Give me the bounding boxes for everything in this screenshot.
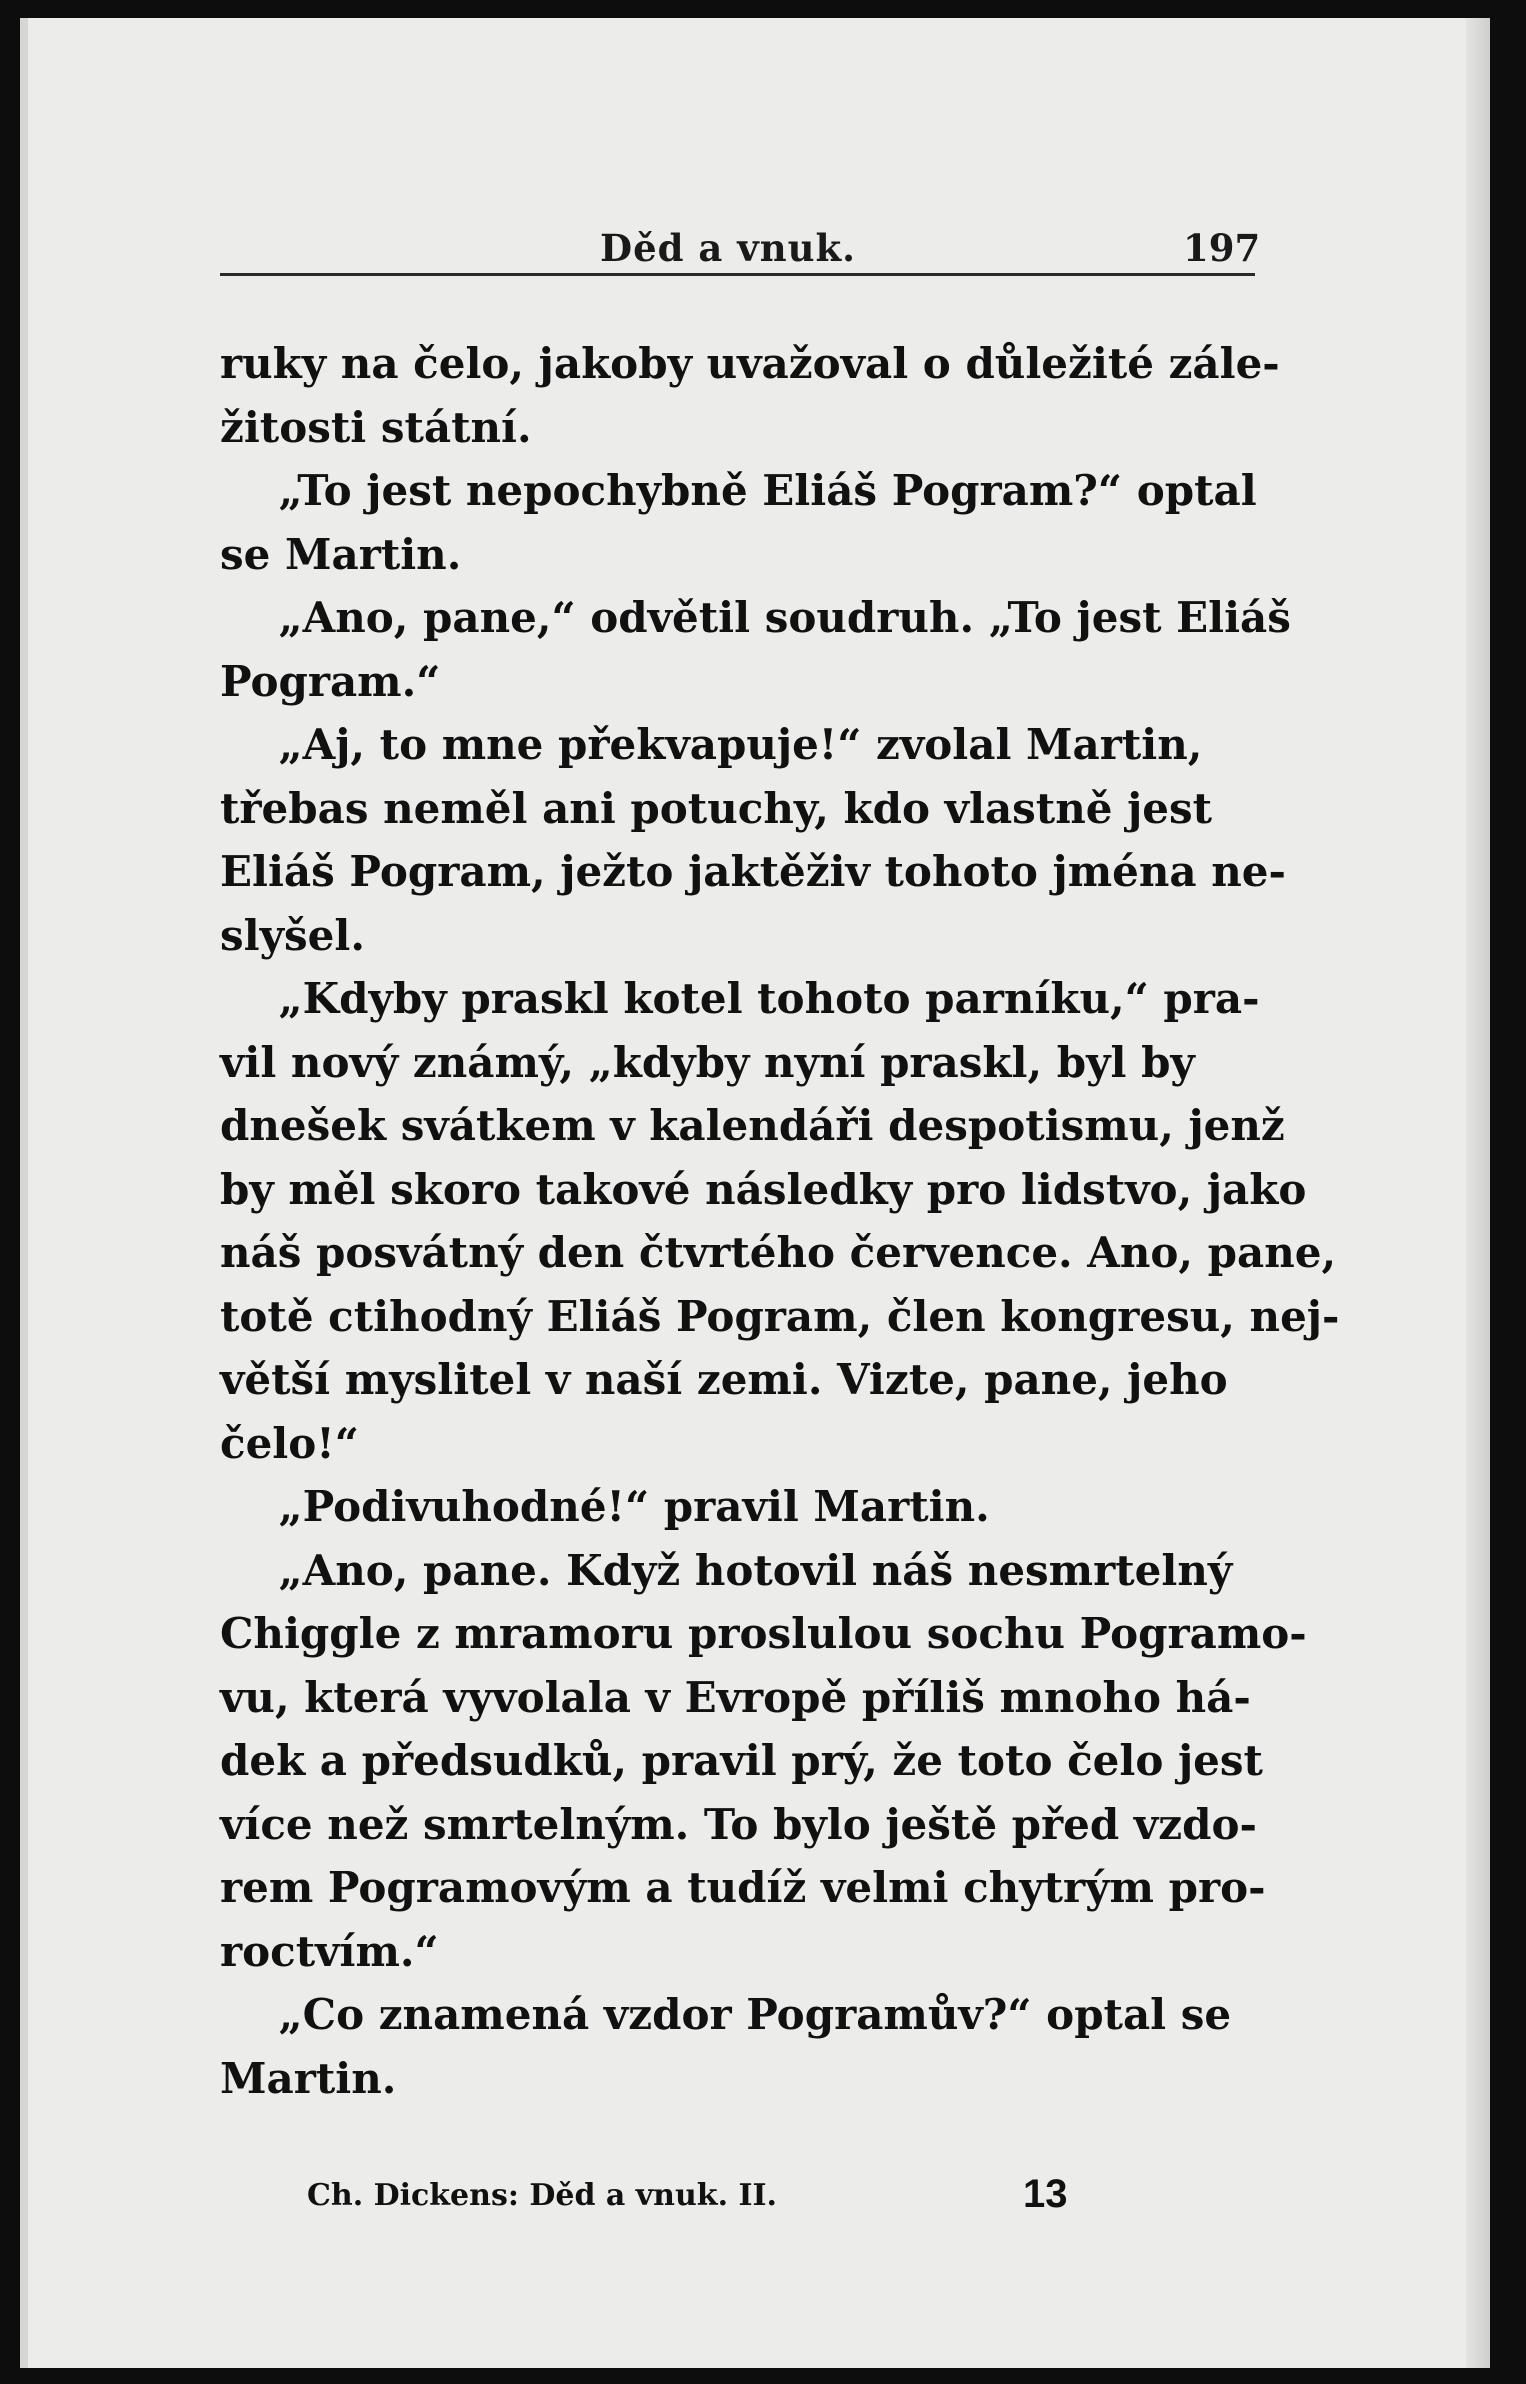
text-line: dek a předsudků, pravil prý, že toto čelo jest: [220, 1736, 1263, 1785]
text-line: se Martin.: [220, 529, 462, 579]
text-line: dnešek svátkem v kalendáři despotismu, jenž: [220, 1101, 1285, 1150]
text-line: rem Pogramovým a tudíž velmi chytrým pro-: [220, 1863, 1266, 1912]
text-line: žitosti státní.: [220, 402, 532, 452]
text-line: Chiggle z mramoru proslulou sochu Pogramo-: [220, 1609, 1307, 1658]
page-left-edge: [20, 18, 28, 2368]
book-page: [20, 18, 1490, 2368]
running-title: Děd a vnuk.: [600, 226, 857, 270]
text-line: „Ano, pane. Když hotovil náš nesmrtelný: [220, 1545, 1233, 1595]
text-line: „Ano, pane,“ odvětil soudruh. „To jest Eliáš: [220, 593, 1291, 642]
running-header: [20, 213, 1490, 273]
page-footer: [20, 2168, 1490, 2228]
text-line: třebas neměl ani potuchy, kdo vlastně jest: [220, 783, 1213, 833]
header-rule: [220, 273, 1255, 276]
text-line: větší myslitel v naší zemi. Vizte, pane, jeho: [220, 1355, 1228, 1404]
text-line: „Podivuhodné!“ pravil Martin.: [220, 1482, 990, 1531]
text-line: Eliáš Pogram, ježto jaktěživ tohoto jména ne-: [220, 847, 1286, 896]
text-line: ruky na čelo, jakoby uvažoval o důležité zále-: [220, 339, 1280, 388]
text-line: více než smrtelným. To bylo ještě před vzdo-: [220, 1799, 1257, 1849]
page-right-shadow: [1466, 18, 1490, 2368]
text-line: Martin.: [220, 2053, 397, 2103]
page-number: 197: [1183, 226, 1261, 270]
text-line: Pogram.“: [220, 656, 441, 706]
text-line: „Co znamená vzdor Pogramův?“ optal se: [220, 1990, 1232, 2039]
signature-mark: Ch. Dickens: Děd a vnuk. II.: [307, 2178, 777, 2213]
text-line: vil nový známý, „kdyby nyní praskl, byl by: [220, 1037, 1195, 1087]
text-line: totě ctihodný Eliáš Pogram, člen kongresu, nej-: [220, 1291, 1340, 1341]
text-line: čelo!“: [220, 1418, 359, 1468]
text-line: vu, která vyvolala v Evropě příliš mnoho há-: [220, 1672, 1251, 1722]
body-text: [220, 332, 1340, 2110]
text-line: by měl skoro takové následky pro lidstvo, jako: [220, 1164, 1307, 1214]
text-line: „Kdyby praskl kotel tohoto parníku,“ pra-: [220, 974, 1260, 1023]
text-line: „Aj, to mne překvapuje!“ zvolal Martin,: [220, 720, 1203, 769]
sheet-number: 13: [1023, 2172, 1068, 2216]
text-line: slyšel.: [220, 910, 365, 960]
text-line: „To jest nepochybně Eliáš Pogram?“ optal: [220, 466, 1257, 515]
text-line: náš posvátný den čtvrtého července. Ano, pane,: [220, 1228, 1337, 1277]
text-line: roctvím.“: [220, 1926, 439, 1976]
